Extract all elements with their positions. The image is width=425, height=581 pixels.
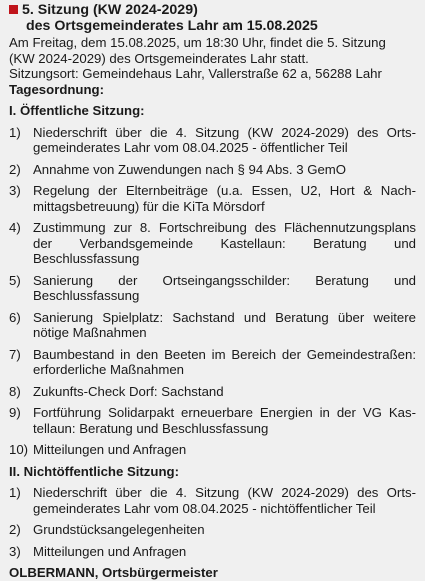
agenda-item — [9, 220, 416, 267]
agenda-item-number: 7) — [9, 346, 21, 362]
intro-line-3: Sitzungsort: Gemeindehaus Lahr, Vallerstraße 62 a, 56288 Lahr — [9, 66, 382, 81]
agenda-item-text: Sanierung der Ortseingangsschilder: Beratung und Beschlussfassung — [33, 272, 416, 303]
signature: OLBERMANN, Ortsbürgermeister — [9, 565, 218, 580]
nonpublic-agenda-list — [9, 485, 416, 559]
agenda-item — [9, 310, 416, 341]
agenda-item — [9, 347, 416, 378]
agenda-item — [9, 162, 416, 178]
nonpublic-section-heading: II. Nichtöffentliche Sitzung: — [9, 463, 179, 479]
agenda-item-number: 1) — [9, 485, 21, 500]
agenda-item-text: Annahme von Zuwendungen nach § 94 Abs. 3 GemO — [33, 161, 347, 177]
agenda-item-number: 8) — [9, 383, 21, 399]
agenda-item — [9, 125, 416, 156]
agenda-item — [9, 183, 416, 214]
agenda-item — [9, 405, 416, 436]
red-square-icon — [9, 5, 18, 14]
agenda-item-text: Fortführung Solidarpakt erneuerbare Energien in der VG Kastellaun: Beratung und Beschlussfassung — [33, 405, 416, 436]
agenda-item-number: 6) — [9, 309, 21, 325]
agenda-item — [9, 522, 416, 538]
public-agenda-list — [9, 125, 416, 458]
title-line-1: 5. Sitzung (KW 2024-2029) — [22, 2, 198, 18]
agenda-item — [9, 442, 416, 458]
agenda-item — [9, 273, 416, 304]
agenda-item-text: Niederschrift über die 4. Sitzung (KW 2024-2029) des Ortsgemeinderates Lahr vom 08.04.2025 - öffentlicher Teil — [33, 124, 416, 155]
agenda-item-text: Niederschrift über die 4. Sitzung (KW 2024-2029) des Ortsgemeinderates Lahr vom 08.04.2025 - nichtöffentlicher Teil — [33, 485, 416, 516]
agenda-item-number: 9) — [9, 405, 21, 420]
agenda-item-text: Regelung der Elternbeiträge (u.a. Essen, U2, Hort & Nachmittagsbetreuung) für die KiTa Mörsdorf — [33, 183, 416, 214]
agenda-item-number: 3) — [9, 183, 21, 198]
agenda-item-text: Baumbestand in den Beeten im Bereich der Gemeindestraßen: erforderliche Maßnahmen — [33, 346, 416, 377]
agenda-item-text: Sanierung Spielplatz: Sachstand und Beratung über weitere nötige Maßnahmen — [33, 309, 416, 340]
agenda-item-text: Grundstücksangelegenheiten — [33, 522, 205, 537]
agenda-item-number: 5) — [9, 272, 21, 288]
intro-line-2: (KW 2024-2029) des Ortsgemeinderates Lahr statt. — [9, 50, 309, 66]
agenda-item-text: Mitteilungen und Anfragen — [33, 543, 187, 559]
public-section-heading: I. Öffentliche Sitzung: — [9, 103, 145, 118]
announcement-title — [9, 2, 416, 34]
agenda-item — [9, 384, 416, 400]
agenda-item-text: Zukunfts-Check Dorf: Sachstand — [33, 383, 224, 399]
agenda-item-number: 2) — [9, 161, 21, 177]
title-line-2: des Ortsgemeinderates Lahr am 15.08.2025 — [26, 18, 318, 34]
agenda-item-number: 2) — [9, 522, 21, 537]
agenda-item — [9, 485, 416, 516]
agenda-label: Tagesordnung: — [9, 81, 104, 97]
agenda-item-number: 10) — [9, 442, 29, 457]
agenda-item-text: Mitteilungen und Anfragen — [33, 442, 187, 457]
intro-line-1: Am Freitag, dem 15.08.2025, um 18:30 Uhr, findet die 5. Sitzung — [9, 35, 386, 50]
agenda-item-number: 4) — [9, 220, 21, 235]
agenda-item-text: Zustimmung zur 8. Fortschreibung des Flächennutzungsplans der Verbandsgemeinde Kastellaun: Beratung und Beschlussfassung — [33, 220, 416, 266]
intro-text — [9, 35, 416, 97]
agenda-item-number: 3) — [9, 543, 21, 559]
agenda-item-number: 1) — [9, 124, 21, 140]
